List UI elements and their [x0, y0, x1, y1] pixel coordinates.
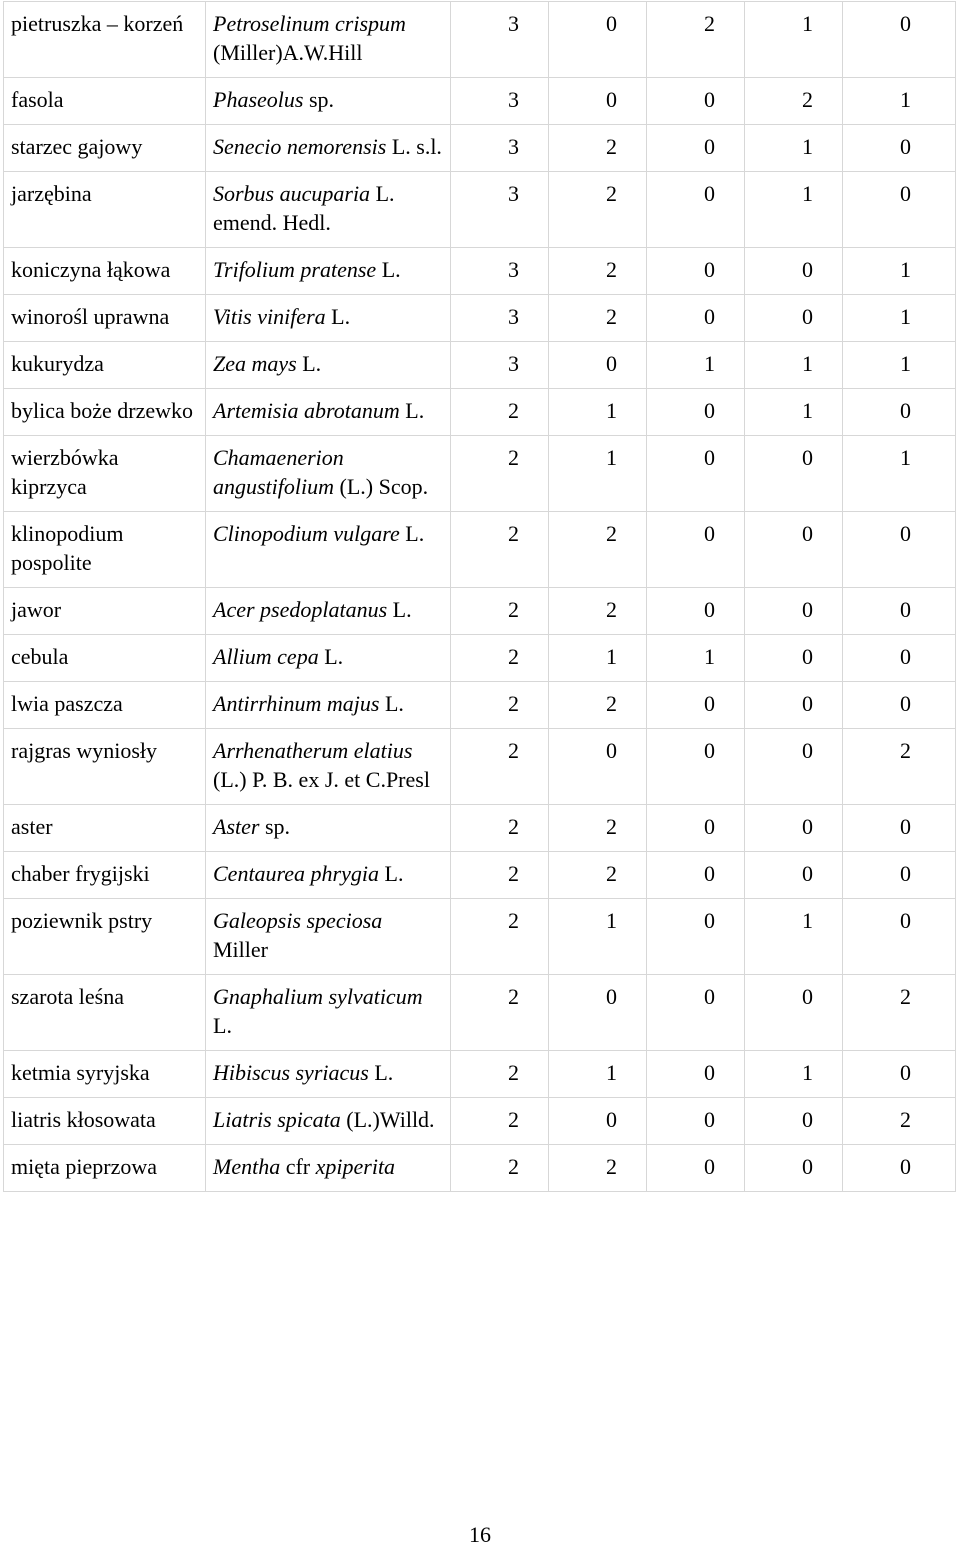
latin-genus-species: Arrhenatherum elatius	[213, 738, 413, 763]
table-row	[3, 436, 956, 512]
polish-name: lwia paszcza	[3, 682, 206, 729]
value-5: 0	[843, 512, 956, 588]
value-1: 2	[451, 512, 549, 588]
latin-qualifier: cfr	[280, 1154, 316, 1179]
value-1: 2	[451, 975, 549, 1051]
latin-name	[206, 1098, 451, 1145]
value-3: 0	[647, 588, 745, 635]
polish-name: winorośl uprawna	[3, 295, 206, 342]
latin-epithet: xpiperita	[315, 1154, 396, 1179]
value-5: 1	[843, 295, 956, 342]
table-row	[3, 248, 956, 295]
value-1: 2	[451, 588, 549, 635]
table-row	[3, 852, 956, 899]
value-1: 3	[451, 125, 549, 172]
value-1: 2	[451, 1098, 549, 1145]
table-row	[3, 125, 956, 172]
latin-genus-species: Galeopsis speciosa	[213, 908, 383, 933]
latin-genus-species: Antirrhinum majus	[213, 691, 380, 716]
value-3: 0	[647, 512, 745, 588]
latin-authority: L.	[325, 304, 351, 329]
value-3: 0	[647, 78, 745, 125]
value-1: 2	[451, 852, 549, 899]
value-4: 1	[745, 172, 843, 248]
value-1: 2	[451, 682, 549, 729]
latin-name	[206, 805, 451, 852]
value-4: 1	[745, 1, 843, 78]
latin-genus-species: Artemisia abrotanum	[213, 398, 400, 423]
latin-authority: (L.) P. B. ex J. et C.Presl	[213, 767, 430, 792]
latin-genus-species: Chamaenerion angustifolium	[213, 445, 344, 499]
latin-name	[206, 899, 451, 975]
latin-genus-species: Allium cepa	[213, 644, 319, 669]
page-number: 16	[469, 1522, 491, 1547]
value-2: 2	[549, 295, 647, 342]
value-5: 0	[843, 682, 956, 729]
latin-genus-species: Vitis vinifera	[213, 304, 326, 329]
value-4: 0	[745, 729, 843, 805]
table-row	[3, 1, 956, 78]
value-4: 0	[745, 512, 843, 588]
value-3: 0	[647, 852, 745, 899]
table-row	[3, 899, 956, 975]
value-5: 0	[843, 172, 956, 248]
value-1: 3	[451, 295, 549, 342]
latin-authority: L.	[318, 644, 344, 669]
latin-name	[206, 436, 451, 512]
value-1: 2	[451, 1145, 549, 1192]
latin-name	[206, 389, 451, 436]
latin-authority: L. emend. Hedl.	[213, 181, 395, 235]
value-2: 2	[549, 682, 647, 729]
species-table	[3, 1, 956, 1192]
latin-authority: L.	[399, 398, 425, 423]
polish-name: aster	[3, 805, 206, 852]
value-2: 2	[549, 172, 647, 248]
value-4: 0	[745, 295, 843, 342]
value-3: 0	[647, 436, 745, 512]
value-5: 0	[843, 125, 956, 172]
value-4: 0	[745, 248, 843, 295]
value-3: 0	[647, 682, 745, 729]
value-2: 1	[549, 436, 647, 512]
table-row	[3, 1098, 956, 1145]
value-1: 2	[451, 389, 549, 436]
value-1: 3	[451, 248, 549, 295]
value-5: 1	[843, 342, 956, 389]
value-2: 2	[549, 852, 647, 899]
value-4: 0	[745, 852, 843, 899]
value-5: 2	[843, 975, 956, 1051]
polish-name: ketmia syryjska	[3, 1051, 206, 1098]
value-4: 0	[745, 805, 843, 852]
latin-name	[206, 125, 451, 172]
value-1: 3	[451, 342, 549, 389]
latin-authority: (L.) Scop.	[334, 474, 429, 499]
polish-name: wierzbówka kiprzyca	[3, 436, 206, 512]
value-2: 0	[549, 1098, 647, 1145]
value-3: 2	[647, 1, 745, 78]
value-4: 0	[745, 436, 843, 512]
latin-authority: L.	[379, 861, 404, 886]
polish-name: koniczyna łąkowa	[3, 248, 206, 295]
latin-genus-species: Hibiscus syriacus	[213, 1060, 369, 1085]
polish-name: cebula	[3, 635, 206, 682]
value-5: 2	[843, 729, 956, 805]
polish-name: szarota leśna	[3, 975, 206, 1051]
polish-name: mięta pieprzowa	[3, 1145, 206, 1192]
latin-name	[206, 682, 451, 729]
latin-genus-species: Phaseolus	[213, 87, 304, 112]
value-4: 1	[745, 1051, 843, 1098]
latin-genus-species: Senecio nemorensis	[213, 134, 387, 159]
value-1: 2	[451, 729, 549, 805]
latin-authority: L.	[368, 1060, 394, 1085]
value-4: 1	[745, 389, 843, 436]
latin-name	[206, 729, 451, 805]
value-4: 0	[745, 635, 843, 682]
latin-name	[206, 975, 451, 1051]
polish-name: rajgras wyniosły	[3, 729, 206, 805]
table-row	[3, 172, 956, 248]
table-row	[3, 635, 956, 682]
table-row	[3, 342, 956, 389]
value-5: 1	[843, 248, 956, 295]
value-4: 1	[745, 899, 843, 975]
latin-genus: Mentha	[213, 1154, 281, 1179]
table-row	[3, 1051, 956, 1098]
table-row	[3, 805, 956, 852]
value-2: 0	[549, 729, 647, 805]
value-2: 0	[549, 1, 647, 78]
value-3: 0	[647, 1145, 745, 1192]
value-2: 1	[549, 635, 647, 682]
value-2: 1	[549, 389, 647, 436]
polish-name: jarzębina	[3, 172, 206, 248]
value-2: 0	[549, 342, 647, 389]
latin-name	[206, 295, 451, 342]
value-1: 3	[451, 172, 549, 248]
latin-authority: (L.)Willd.	[340, 1107, 435, 1132]
value-3: 0	[647, 125, 745, 172]
value-5: 0	[843, 899, 956, 975]
latin-authority: (Miller)A.W.Hill	[213, 40, 363, 65]
value-4: 1	[745, 342, 843, 389]
polish-name: kukurydza	[3, 342, 206, 389]
latin-name	[206, 512, 451, 588]
polish-name: poziewnik pstry	[3, 899, 206, 975]
value-3: 0	[647, 1051, 745, 1098]
latin-authority: L.	[213, 1013, 232, 1038]
value-5: 0	[843, 1051, 956, 1098]
value-2: 2	[549, 1145, 647, 1192]
latin-name	[206, 635, 451, 682]
latin-genus-species: Aster	[213, 814, 260, 839]
latin-name	[206, 588, 451, 635]
polish-name: chaber frygijski	[3, 852, 206, 899]
latin-name	[206, 78, 451, 125]
table-row	[3, 682, 956, 729]
latin-name	[206, 248, 451, 295]
latin-genus-species: Clinopodium vulgare	[213, 521, 400, 546]
table-row	[3, 389, 956, 436]
table-row	[3, 78, 956, 125]
value-2: 2	[549, 805, 647, 852]
value-2: 2	[549, 588, 647, 635]
value-3: 0	[647, 805, 745, 852]
value-2: 0	[549, 975, 647, 1051]
latin-name	[206, 1, 451, 78]
latin-name	[206, 852, 451, 899]
value-5: 0	[843, 588, 956, 635]
latin-name	[206, 1051, 451, 1098]
value-2: 0	[549, 78, 647, 125]
latin-authority: L.	[379, 691, 404, 716]
value-1: 2	[451, 1051, 549, 1098]
latin-genus-species: Acer psedoplatanus	[213, 597, 388, 622]
value-3: 0	[647, 172, 745, 248]
latin-genus-species: Centaurea phrygia	[213, 861, 379, 886]
value-3: 0	[647, 975, 745, 1051]
value-5: 0	[843, 389, 956, 436]
value-4: 0	[745, 1098, 843, 1145]
polish-name: pietruszka – korzeń	[3, 1, 206, 78]
value-4: 0	[745, 975, 843, 1051]
latin-genus-species: Zea mays	[213, 351, 297, 376]
value-5: 2	[843, 1098, 956, 1145]
latin-authority: L.	[296, 351, 322, 376]
table-row	[3, 729, 956, 805]
value-2: 1	[549, 899, 647, 975]
polish-name: liatris kłosowata	[3, 1098, 206, 1145]
latin-authority: L.	[387, 597, 412, 622]
table-row	[3, 1145, 956, 1192]
value-1: 2	[451, 899, 549, 975]
latin-authority: sp.	[303, 87, 335, 112]
value-4: 1	[745, 125, 843, 172]
value-3: 0	[647, 295, 745, 342]
latin-authority: L.	[399, 521, 425, 546]
value-3: 0	[647, 899, 745, 975]
value-3: 1	[647, 342, 745, 389]
latin-genus-species: Trifolium pratense	[213, 257, 377, 282]
value-2: 2	[549, 125, 647, 172]
value-4: 0	[745, 1145, 843, 1192]
value-3: 0	[647, 248, 745, 295]
value-1: 2	[451, 635, 549, 682]
table-row	[3, 975, 956, 1051]
latin-authority: L.	[376, 257, 401, 282]
polish-name: bylica boże drzewko	[3, 389, 206, 436]
latin-authority: sp.	[259, 814, 291, 839]
table-row	[3, 295, 956, 342]
value-1: 3	[451, 78, 549, 125]
latin-genus-species: Gnaphalium sylvaticum	[213, 984, 423, 1009]
polish-name: jawor	[3, 588, 206, 635]
value-5: 0	[843, 1, 956, 78]
latin-name	[206, 1145, 451, 1192]
table-row	[3, 512, 956, 588]
value-2: 2	[549, 248, 647, 295]
latin-authority: Miller	[213, 937, 268, 962]
value-1: 2	[451, 805, 549, 852]
polish-name: fasola	[3, 78, 206, 125]
value-1: 3	[451, 1, 549, 78]
value-4: 0	[745, 588, 843, 635]
value-1: 2	[451, 436, 549, 512]
value-5: 1	[843, 78, 956, 125]
latin-authority: L. s.l.	[386, 134, 442, 159]
value-5: 0	[843, 805, 956, 852]
value-2: 2	[549, 512, 647, 588]
latin-genus-species: Petroselinum crispum	[213, 11, 406, 36]
value-5: 0	[843, 635, 956, 682]
latin-name	[206, 342, 451, 389]
value-3: 0	[647, 1098, 745, 1145]
latin-genus-species: Sorbus aucuparia	[213, 181, 371, 206]
table-row	[3, 588, 956, 635]
value-3: 0	[647, 729, 745, 805]
latin-name	[206, 172, 451, 248]
value-5: 0	[843, 852, 956, 899]
value-3: 1	[647, 635, 745, 682]
value-3: 0	[647, 389, 745, 436]
value-5: 1	[843, 436, 956, 512]
value-4: 0	[745, 682, 843, 729]
value-2: 1	[549, 1051, 647, 1098]
polish-name: klinopodium pospolite	[3, 512, 206, 588]
latin-genus-species: Liatris spicata	[213, 1107, 341, 1132]
polish-name: starzec gajowy	[3, 125, 206, 172]
value-4: 2	[745, 78, 843, 125]
value-5: 0	[843, 1145, 956, 1192]
